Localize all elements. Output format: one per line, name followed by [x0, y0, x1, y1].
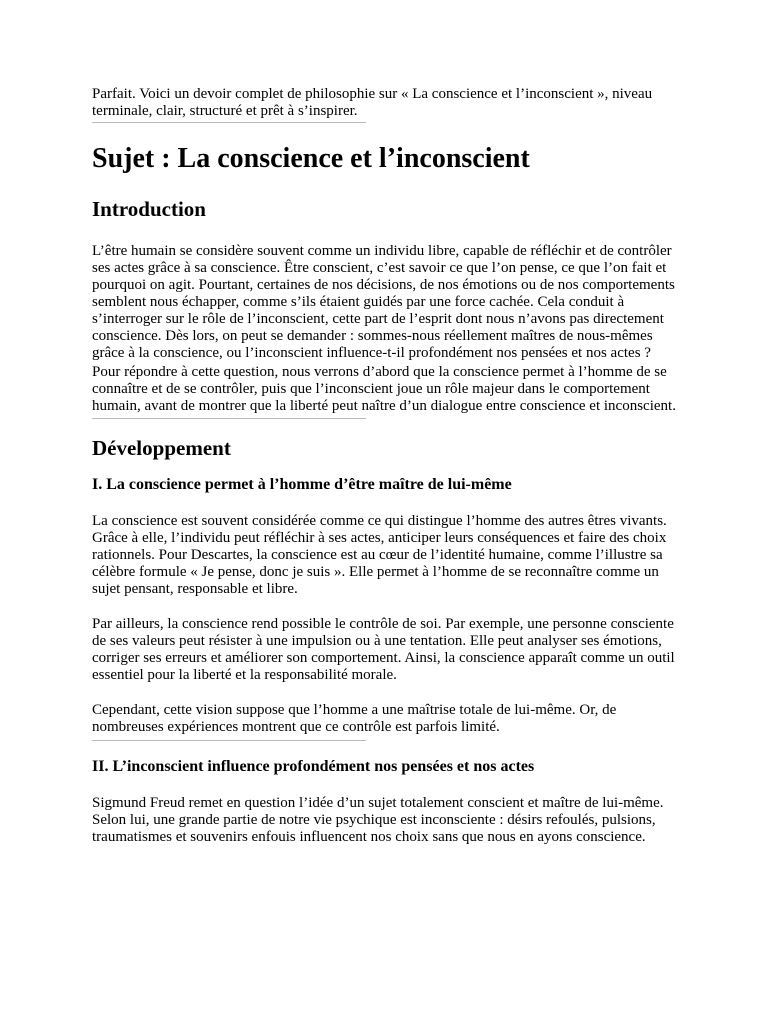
part1-paragraph-3: Cependant, cette vision suppose que l’homme a une maîtrise totale de lui-même. Or, de nombreuses expériences montrent que ce contrôle est parfois limité.: [92, 702, 617, 735]
part2-paragraph-1: Sigmund Freud remet en question l’idée d’un sujet totalement conscient et maître de lui-même. Selon lui, une grande partie de notre vie psychique est inconsciente : désirs refoulés, pulsions, traumatismes et souvenirs enfouis influencent nos choix sans que nous en ayons conscience.: [92, 795, 664, 845]
development-heading: Développement: [92, 436, 231, 460]
part1-paragraph-1: La conscience est souvent considérée comme ce qui distingue l’homme des autres êtres vivants. Grâce à elle, l’individu peut réfléchir à ses actes, anticiper leurs conséquences et faire des choix rationnels. Pour Descartes, la conscience est au cœur de l’identité humaine, comme l’illustre sa célèbre formule « Je pense, donc je suis ». Elle permet à l’homme de se reconnaître comme un sujet pensant, responsable et libre.: [92, 513, 667, 597]
page-title: Sujet : La conscience et l’inconscient: [92, 143, 530, 174]
part1-heading: I. La conscience permet à l’homme d’être maître de lui-même: [92, 476, 512, 493]
introduction-heading: Introduction: [92, 197, 206, 221]
part2-heading: II. L’inconscient influence profondément nos pensées et nos actes: [92, 758, 535, 775]
document-page: [92, 86, 684, 846]
part1-paragraph-2: Par ailleurs, la conscience rend possible le contrôle de soi. Par exemple, une personne consciente de ses valeurs peut résister à une impulsion ou à une tentation. Elle peut analyser ses émotions, corriger ses erreurs et améliorer son comportement. Ainsi, la conscience apparaît comme un outil essentiel pour la liberté et la responsabilité morale.: [92, 616, 675, 683]
divider: [92, 418, 366, 419]
intro-line: Parfait. Voici un devoir complet de philosophie sur « La conscience et l’inconscient », niveau terminale, clair, structuré et prêt à s’inspirer.: [92, 86, 653, 119]
introduction-paragraph-1: L’être humain se considère souvent comme un individu libre, capable de réfléchir et de contrôler ses actes grâce à sa conscience. Être conscient, c’est savoir ce que l’on pense, ce que l’on fait et pourquoi on agit. Pourtant, certaines de nos décisions, de nos émotions ou de nos comportements semblent nous échapper, comme s’ils étaient guidés par une force cachée. Cela conduit à s’interroger sur le rôle de l’inconscient, cette part de l’esprit dont nous n’avons pas directement conscience. Dès lors, on peut se demander : sommes-nous réellement maîtres de nous-mêmes grâce à la conscience, ou l’inconscient influence-t-il profondément nos pensées et nos actes ?: [92, 243, 675, 361]
divider: [92, 122, 366, 123]
divider: [92, 740, 366, 741]
introduction-paragraph-2: Pour répondre à cette question, nous verrons d’abord que la conscience permet à l’homme de se connaître et de se contrôler, puis que l’inconscient joue un rôle majeur dans le comportement humain, avant de montrer que la liberté peut naître d’un dialogue entre conscience et inconscient.: [92, 364, 676, 414]
